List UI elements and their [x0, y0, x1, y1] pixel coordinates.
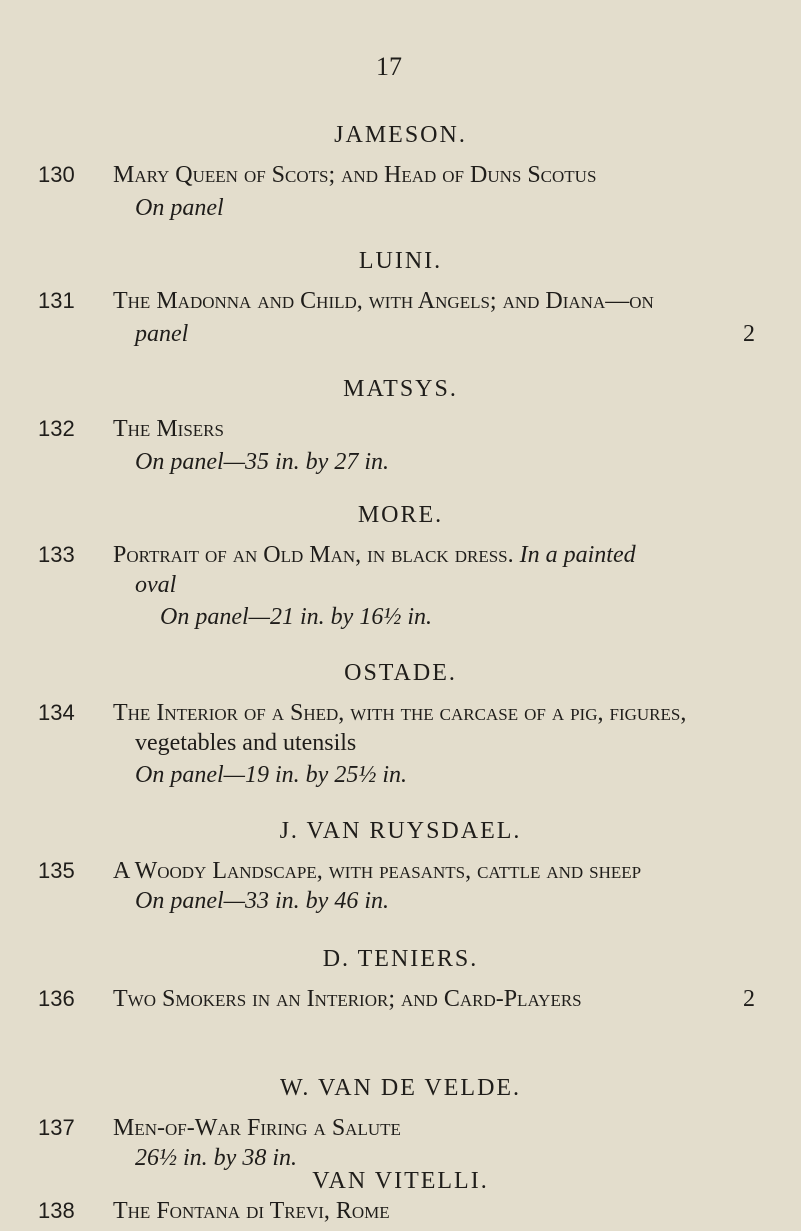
lot-title: The Fontana di Trevi, Rome — [113, 1198, 390, 1224]
page-number: 17 — [376, 52, 402, 81]
lot-detail: oval — [135, 572, 177, 598]
lot-dimensions: On panel—19 in. by 25½ in. — [135, 762, 407, 788]
lot-dimensions: On panel—21 in. by 16½ in. — [160, 604, 432, 630]
lot-detail: vegetables and utensils — [135, 730, 357, 756]
lot-title: The Interior of a Shed, with the carcase of a pig, figures, — [113, 700, 687, 726]
lot-detail: On panel—35 in. by 27 in. — [135, 449, 389, 475]
lot-number: 138 — [38, 1198, 75, 1223]
artist-name: J. VAN RUYSDAEL. — [279, 818, 522, 844]
lot-number: 130 — [38, 162, 75, 187]
artist-name: LUINI. — [358, 248, 443, 274]
artist-name: MATSYS. — [343, 376, 458, 402]
lot-detail: On panel — [135, 195, 224, 221]
artist-name: MORE. — [357, 502, 444, 528]
artist-name: JAMESON. — [334, 122, 467, 148]
lot-number: 136 — [38, 986, 75, 1011]
lot-title: The Misers — [113, 416, 224, 442]
lot-number: 133 — [38, 542, 75, 567]
lot-title: Mary Queen of Scots; and Head of Duns Scotus — [113, 162, 597, 188]
lot-number: 131 — [38, 288, 75, 313]
lot-title: A Woody Landscape, with peasants, cattle and sheep — [113, 858, 642, 884]
lot-title: Men-of-War Firing a Salute — [113, 1115, 401, 1141]
lot-detail: On panel—33 in. by 46 in. — [135, 888, 389, 914]
lot-count: 2 — [743, 321, 755, 347]
artist-name: W. VAN DE VELDE. — [279, 1075, 522, 1101]
lot-title: Two Smokers in an Interior; and Card-Players — [113, 986, 582, 1012]
lot-number: 137 — [38, 1115, 75, 1140]
artist-name: OSTADE. — [344, 660, 457, 686]
lot-title: Portrait of an Old Man, in black dress. In a painted — [113, 542, 636, 568]
artist-name: D. TENIERS. — [322, 946, 479, 972]
lot-count: 2 — [743, 986, 755, 1012]
lot-detail: 26½ in. by 38 in. — [135, 1145, 297, 1171]
lot-title: The Madonna and Child, with Angels; and Diana—on — [113, 288, 654, 314]
lot-number: 134 — [38, 700, 75, 725]
lot-detail: panel — [135, 321, 189, 347]
lot-number: 132 — [38, 416, 75, 441]
artist-name: VAN VITELLI. — [312, 1168, 489, 1194]
lot-number: 135 — [38, 858, 75, 883]
